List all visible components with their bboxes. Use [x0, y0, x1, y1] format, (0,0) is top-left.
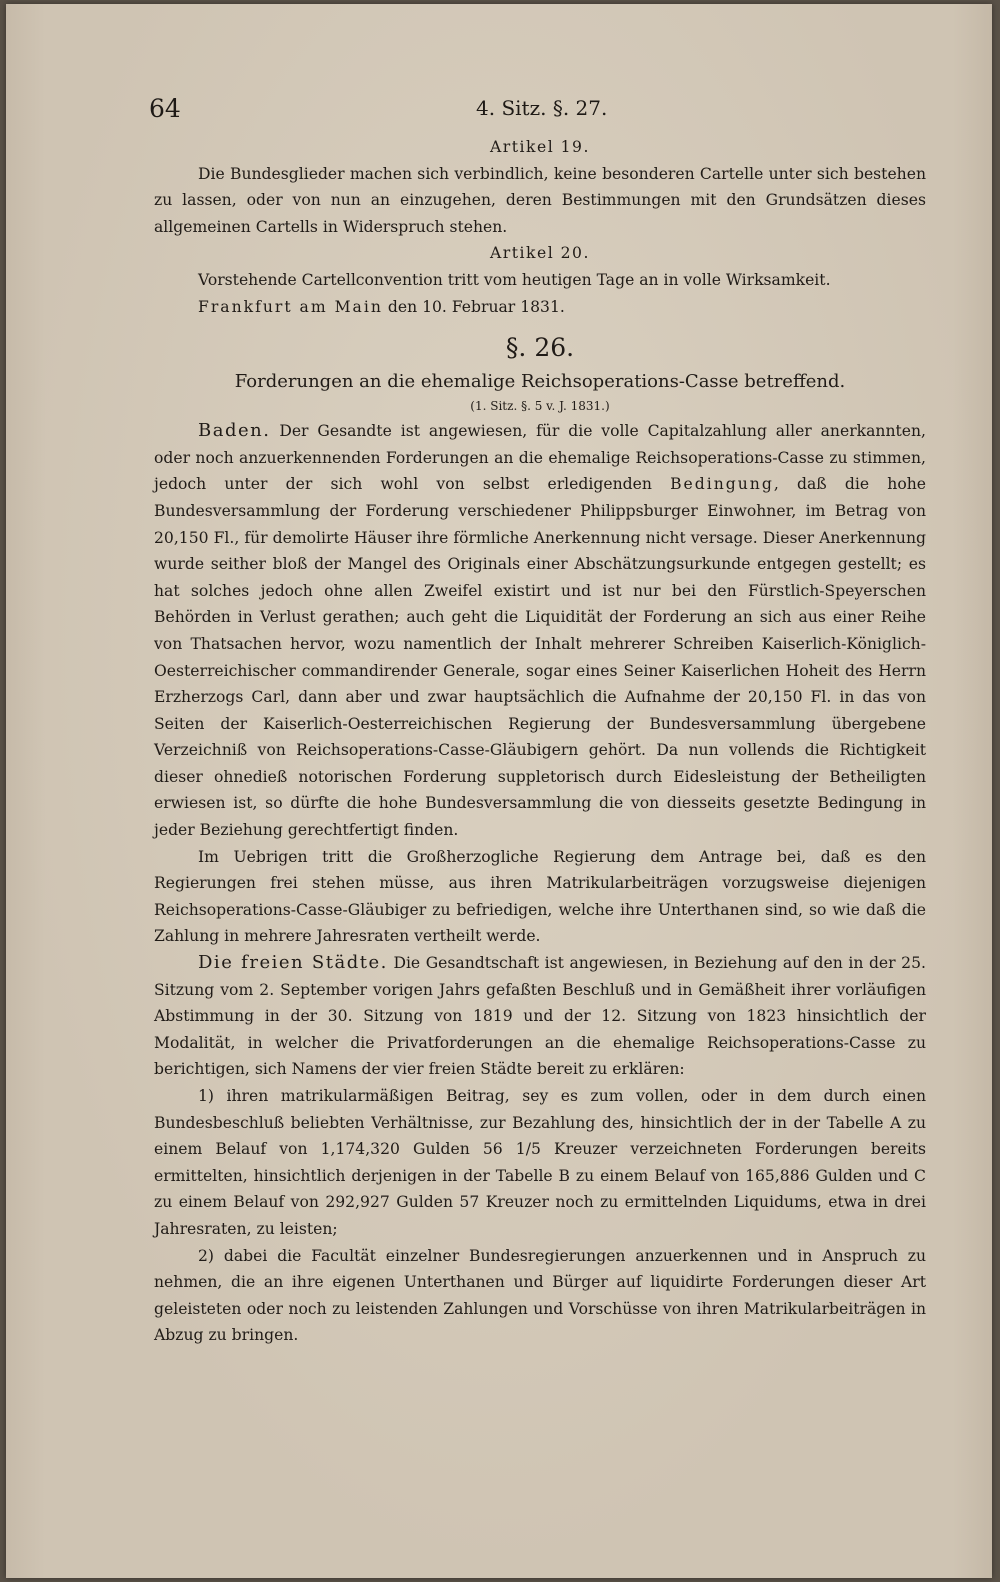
list-item-1: 1) ihren matrikularmäßigen Beitrag, sey es zum vollen, oder in dem durch einen Bundesbeschluß beliebten Verhältnisse, zur Bezahlung des, hinsichtlich der in der Tabelle A zu einem Belauf von 1,174,320 Gulden 56 1/5 Kreuzer verzeichneten Forderungen bereits ermittelten, hinsichtlich derjenigen in der Tabelle B zu einem Belauf von 165,886 Gulden und C zu einem Belauf von 292,927 Gulden 57 Kreuzer noch zu ermittelnden Liquidums, etwa in drei Jahresraten, zu leisten;: [154, 1087, 926, 1238]
running-section-reference: 4. Sitz. §. 27.: [476, 96, 608, 120]
baden-paragraph: [154, 418, 926, 844]
date: den 10. Februar 1831.: [387, 297, 565, 316]
baden-text-part-2: , daß die hohe Bundesversammlung der Forderung verschiedener Philippsburger Einwohner, im Betrag von 20,150 Fl., für demolirte Häuser ihre förmliche Anerkennung nicht versage. Dieser Anerkennung wurde seither bloß der Mangel des Originals einer Abschätzungsurkunde entgegen gestellt; es hat solches jedoch ohne allen Zweifel existirt und ist nur bei den Fürstlich-Speyerschen Behörden in Verlust gerathen; auch geht die Liquidität der Forderung an sich aus einer Reihe von Thatsachen hervor, wozu namentlich der Inhalt mehrerer Schreiben Kaiserlich-Königlich-Oesterreichischer commandirender Generale, sogar eines Seiner Kaiserlichen Hoheit des Herrn Erzherzogs Carl, dann aber und zwar hauptsächlich die Aufnahme der 20,150 Fl. in das von Seiten der Kaiserlich-Oesterreichischen Regierung der Bundesversammlung übergebene Verzeichniß von Reichsoperations-Casse-Gläubigern gehört. Da nun vollends die Richtigkeit dieser ohnedieß notorischen Forderung suppletorisch durch Eidesleistung der Betheiligten erwiesen ist, so dürfte die hohe Bundesversammlung die von diesseits gesetzte Bedingung in jeder Beziehung gerechtfertigt finden.: [154, 475, 926, 840]
place: Frankfurt am Main: [198, 297, 383, 316]
page-number: 64: [149, 94, 181, 123]
place-date-line: [154, 294, 926, 321]
baden-paragraph-2: Im Uebrigen tritt die Großherzogliche Regierung dem Antrage bei, daß es den Regierungen frei stehen müsse, aus ihren Matrikularbeiträgen vorzugsweise diejenigen Reichsoperations-Casse-Gläubiger zu befriedigen, welche ihre Unterthanen sind, so wie daß die Zahlung in mehrere Jahresraten vertheilt werde.: [154, 847, 926, 946]
body-text: [154, 134, 926, 1349]
state-label-free-cities: Die freien Städte.: [198, 952, 388, 974]
article-19-title: Artikel 19.: [490, 138, 590, 156]
document-page: [6, 4, 992, 1578]
state-label-baden: Baden.: [198, 420, 271, 442]
baden-emphasis: Bedingung: [670, 475, 774, 494]
section-number: §. 26.: [505, 333, 575, 363]
free-cities-paragraph: [154, 950, 926, 1083]
running-header: [6, 94, 992, 130]
article-20-text: Vorstehende Cartellconvention tritt vom heutigen Tage an in volle Wirksamkeit.: [198, 270, 831, 289]
free-cities-text: Die Gesandtschaft ist angewiesen, in Beziehung auf den in der 25. Sitzung vom 2. September vorigen Jahrs gefaßten Beschluß und in Gemäßheit ihrer vorläufigen Abstimmung in der 30. Sitzung von 1819 und der 12. Sitzung von 1823 hinsichtlich der Modalität, in welcher die Privatforderungen an die ehemalige Reichsoperations-Casse zu berichtigen, sich Namens der vier freien Städte bereit zu erklären:: [154, 954, 926, 1079]
list-item-2: 2) dabei die Facultät einzelner Bundesregierungen anzuerkennen und in Anspruch zu nehmen, die an ihre eigenen Unterthanen und Bürger auf liquidirte Forderungen dieser Art geleisteten oder noch zu leistenden Zahlungen und Vorschüsse von ihren Matrikularbeiträgen in Abzug zu bringen.: [154, 1246, 926, 1345]
article-19-text: Die Bundesglieder machen sich verbindlich, keine besonderen Cartelle unter sich bestehen zu lassen, oder von nun an einzugehen, deren Bestimmungen mit den Grundsätzen dieses allgemeinen Cartells in Widerspruch stehen.: [154, 164, 926, 236]
section-title: Forderungen an die ehemalige Reichsoperations-Casse betreffend.: [234, 371, 846, 393]
article-20-title: Artikel 20.: [490, 244, 590, 263]
baden-text-part-1: Der Gesandte ist angewiesen, für die volle Capitalzahlung aller anerkannten, oder noch anzuerkennenden Forderungen an die ehemalige Reichsoperations-Casse zu stimmen, jedoch unter der sich wohl von selbst erledigenden: [154, 422, 926, 494]
section-reference: (1. Sitz. §. 5 v. J. 1831.): [470, 399, 610, 414]
